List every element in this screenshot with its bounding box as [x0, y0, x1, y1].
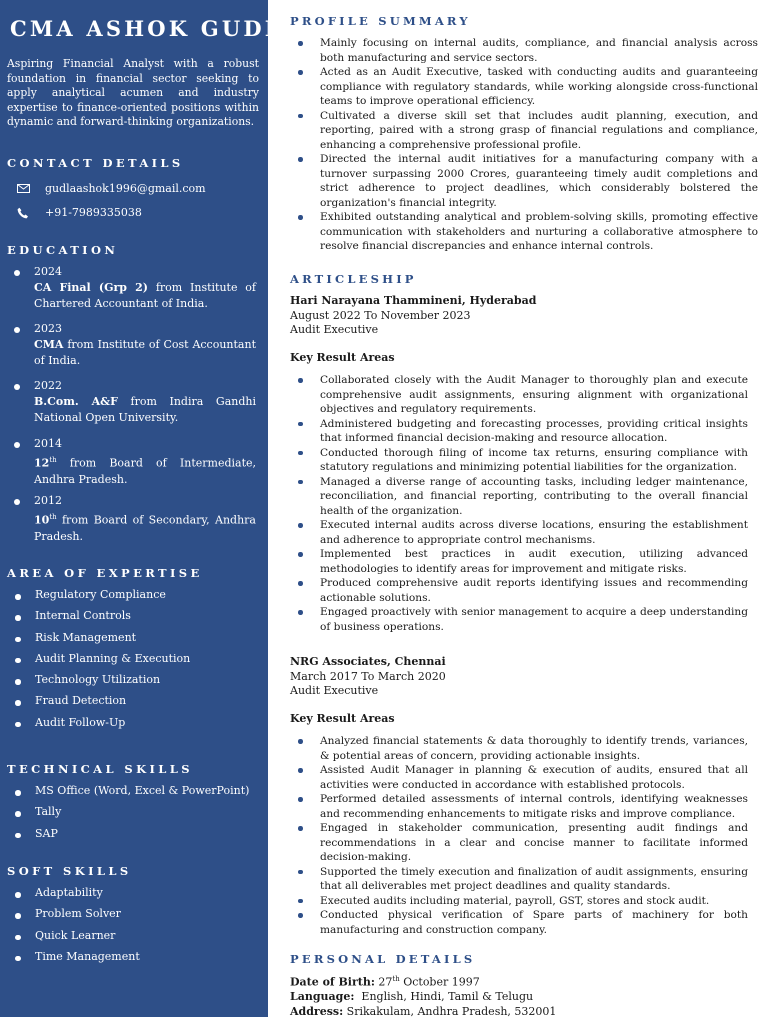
articleship-org — [290, 294, 536, 338]
nrg-kra-list — [290, 734, 748, 937]
list-item: Fraud Detection — [14, 693, 190, 714]
dob-row — [290, 972, 556, 990]
education-detail: from Institute of Cost Accountant of India. — [34, 338, 256, 367]
education-year: 2024 — [34, 265, 62, 278]
personal-details — [290, 972, 556, 1019]
sidebar — [0, 0, 303, 1017]
list-item: Risk Management — [14, 630, 190, 651]
dob-day: 27 — [374, 975, 393, 989]
list-item: Assisted Audit Manager in planning & execution of audits, ensured that all activities were conducted in accordance with established protocols. — [290, 763, 748, 792]
list-item: Adaptability — [14, 885, 140, 906]
profile-heading: PROFILE SUMMARY — [290, 14, 471, 28]
education-title: 12 — [34, 456, 50, 470]
technical-heading: TECHNICAL SKILLS — [7, 762, 193, 776]
list-item: Quick Learner — [14, 928, 140, 949]
articleship-kra-list — [290, 373, 748, 634]
period: March 2017 To March 2020 — [290, 669, 446, 683]
bullet-icon — [14, 442, 20, 448]
language-label: Language: — [290, 990, 355, 1004]
period: August 2022 To November 2023 — [290, 308, 471, 322]
address-value: Srikakulam, Andhra Pradesh, 532001 — [343, 1004, 557, 1018]
contact-phone[interactable]: +91-7989335038 — [45, 206, 142, 219]
contact-email-row[interactable] — [17, 182, 206, 195]
address-label: Address: — [290, 1004, 344, 1018]
education-detail: from Board of Intermediate, Andhra Pradesh. — [34, 456, 256, 486]
list-item: Executed audits including material, payroll, GST, stores and stock audit. — [290, 894, 748, 909]
bullet-icon — [14, 499, 20, 505]
list-item: Conducted physical verification of Spare parts of machinery for both manufacturing and construction company. — [290, 908, 748, 937]
education-title: CA Final (Grp 2) — [34, 281, 148, 294]
education-detail: from Board of Secondary, Andhra Pradesh. — [34, 513, 256, 543]
education-year: 2022 — [34, 379, 62, 392]
bullet-icon — [14, 327, 20, 333]
list-item: Analyzed financial statements & data thoroughly to identify trends, variances, & potential areas of concern, providing actionable insights. — [290, 734, 748, 763]
list-item: SAP — [14, 826, 249, 847]
list-item: MS Office (Word, Excel & PowerPoint) — [14, 783, 249, 804]
firm-name: NRG Associates, Chennai — [290, 655, 446, 668]
contact-heading: CONTACT DETAILS — [7, 156, 184, 170]
list-item: Conducted thorough filing of income tax returns, ensuring compliance with statutory regulations and minimizing potential liabilities for the organization. — [290, 446, 748, 475]
list-item: Engaged proactively with senior management to acquire a deep understanding of business operations. — [290, 605, 748, 634]
education-title: 10 — [34, 513, 50, 527]
dob-rest: October 1997 — [399, 975, 480, 989]
education-sup: th — [49, 513, 57, 521]
list-item: Internal Controls — [14, 608, 190, 629]
language-row — [290, 990, 556, 1005]
education-detail: from Indira Gandhi National Open University. — [34, 395, 256, 424]
expertise-heading: AREA OF EXPERTISE — [7, 566, 203, 580]
kra-heading: Key Result Areas — [290, 712, 395, 725]
education-item — [14, 378, 256, 426]
profile-list — [290, 36, 758, 254]
list-item: Supported the timely execution and finalization of audit assignments, ensuring that all deliverables met project deadlines and quality standards. — [290, 865, 748, 894]
education-year: 2023 — [34, 322, 62, 335]
tagline: Aspiring Financial Analyst with a robust foundation in financial sector seeking to apply analytical acumen and industry expertise to finance-oriented positions within dynamic and forward-thinking organizations. — [7, 57, 259, 128]
education-item — [14, 493, 256, 545]
personal-heading: PERSONAL DETAILS — [290, 952, 476, 966]
education-year: 2012 — [34, 494, 62, 507]
list-item: Mainly focusing on internal audits, compliance, and financial analysis across both manufacturing and service sectors. — [290, 36, 758, 65]
dob-label: Date of Birth: — [290, 975, 375, 989]
education-year: 2014 — [34, 437, 62, 450]
list-item: Exhibited outstanding analytical and problem-solving skills, promoting effective communication with stakeholders and nurturing a collaborative atmosphere to resolve financial discrepancies and enhance internal controls. — [290, 210, 758, 254]
list-item: Tally — [14, 804, 249, 825]
education-title: B.Com. A&F — [34, 395, 118, 408]
education-title: CMA — [34, 338, 64, 351]
role: Audit Executive — [290, 323, 379, 336]
soft-skills-list — [14, 885, 140, 970]
candidate-name: CMA ASHOK GUDLA — [10, 16, 303, 41]
contact-email[interactable]: gudlaashok1996@gmail.com — [45, 182, 206, 195]
expertise-list — [14, 587, 190, 736]
education-item — [14, 264, 256, 312]
list-item: Implemented best practices in audit execution, utilizing advanced methodologies to identify areas for improvement and mitigate risks. — [290, 547, 748, 576]
contact-phone-row[interactable] — [17, 206, 142, 219]
list-item: Audit Follow-Up — [14, 715, 190, 736]
nrg-org — [290, 655, 446, 699]
list-item: Executed internal audits across diverse locations, ensuring the establishment and adherence to appropriate control mechanisms. — [290, 518, 748, 547]
dob-sup: th — [392, 975, 400, 983]
envelope-icon — [17, 184, 33, 193]
language-value: English, Hindi, Tamil & Telugu — [354, 990, 534, 1004]
education-item — [14, 436, 256, 488]
list-item: Performed detailed assessments of internal controls, identifying weaknesses and recommending enhancements to mitigate risks and improve compliance. — [290, 792, 748, 821]
address-row — [290, 1005, 556, 1020]
phone-icon — [17, 207, 33, 219]
list-item: Engaged in stakeholder communication, presenting audit findings and recommendations in a clear and concise manner to facilitate informed decision-making. — [290, 821, 748, 865]
education-detail: from Institute of Chartered Accountant of India. — [34, 281, 256, 310]
technical-list — [14, 783, 249, 847]
list-item: Cultivated a diverse skill set that includes audit planning, execution, and reporting, paired with a strong grasp of financial regulations and compliance, enhancing a comprehensive professional profile. — [290, 109, 758, 153]
education-heading: EDUCATION — [7, 243, 119, 257]
list-item: Technology Utilization — [14, 672, 190, 693]
soft-skills-heading: SOFT SKILLS — [7, 864, 132, 878]
bullet-icon — [14, 384, 20, 390]
firm-name: Hari Narayana Thammineni, Hyderabad — [290, 294, 537, 307]
education-item — [14, 321, 256, 369]
list-item: Regulatory Compliance — [14, 587, 190, 608]
role: Audit Executive — [290, 684, 379, 697]
bullet-icon — [14, 270, 20, 276]
list-item: Produced comprehensive audit reports identifying issues and recommending actionable solutions. — [290, 576, 748, 605]
list-item: Directed the internal audit initiatives for a manufacturing company with a turnover surpassing 2000 Crores, guaranteeing timely audit completions and strict adherence to project deadlines, which considerably bolstered the organization's financial integrity. — [290, 152, 758, 210]
list-item: Administered budgeting and forecasting processes, providing critical insights that informed financial decision-making and resource allocation. — [290, 417, 748, 446]
list-item: Acted as an Audit Executive, tasked with conducting audits and guaranteeing compliance with regulatory standards, while working alongside cross-functional teams to improve operational efficiency. — [290, 65, 758, 109]
list-item: Time Management — [14, 949, 140, 970]
list-item: Problem Solver — [14, 906, 140, 927]
list-item: Collaborated closely with the Audit Manager to thoroughly plan and execute comprehensive audit assignments, ensuring alignment with organizational objectives and regulatory requirements. — [290, 373, 748, 417]
kra-heading: Key Result Areas — [290, 351, 395, 364]
list-item: Audit Planning & Execution — [14, 651, 190, 672]
articleship-heading: ARTICLESHIP — [290, 272, 417, 286]
education-sup: th — [49, 456, 57, 464]
list-item: Managed a diverse range of accounting tasks, including ledger maintenance, reconciliation, and financial reporting, contributing to the overall financial health of the organization. — [290, 475, 748, 519]
